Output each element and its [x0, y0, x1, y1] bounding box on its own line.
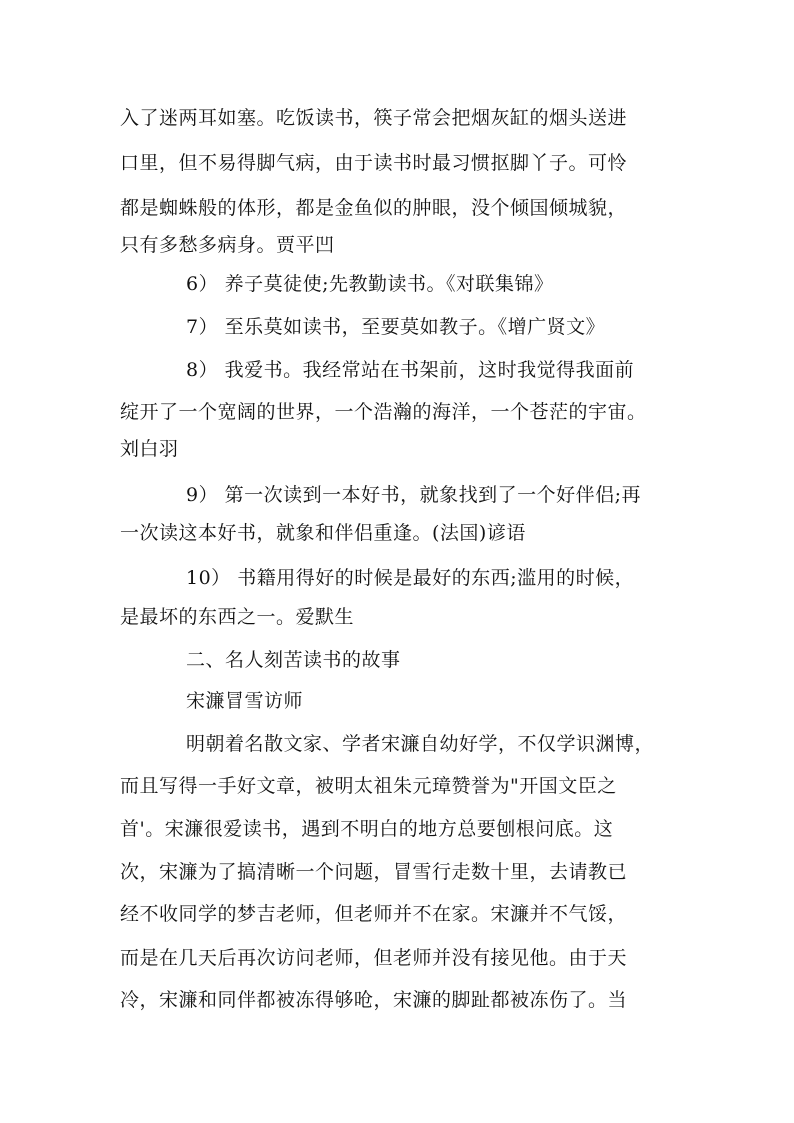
body-text-line: 都是蜘蛛般的体形，都是金鱼似的肿眼，没个倾国倾城貌， [120, 197, 628, 219]
body-text-line: 绽开了一个宽阔的世界，一个浩瀚的海洋，一个苍茫的宇宙。 [120, 401, 647, 423]
body-text-line: 口里，但不易得脚气病，由于读书时最习惯抠脚丫子。可怜 [120, 152, 628, 174]
body-text-line: 是最坏的东西之一。爱默生 [120, 606, 355, 628]
quote-item-6: 6） 养子莫徒使;先教勤读书。《对联集锦》 [186, 273, 554, 295]
story-paragraph-line: 次，宋濂为了搞清晰一个问题，冒雪行走数十里，去请教已 [120, 861, 628, 883]
story-paragraph-line: 冷，宋濂和同伴都被冻得够呛，宋濂的脚趾都被冻伤了。当 [120, 989, 628, 1011]
quote-item-9: 9） 第一次读到一本好书，就象找到了一个好伴侣;再 [186, 484, 642, 506]
story-paragraph-line: 而且写得一手好文章，被明太祖朱元璋赞誉为"开国文臣之 [120, 775, 617, 797]
section-heading: 二、名人刻苦读书的故事 [186, 649, 401, 671]
author-attribution: 刘白羽 [120, 438, 179, 460]
body-text-line: 一次读这本好书，就象和伴侣重逢。(法国)谚语 [120, 522, 526, 544]
quote-item-8: 8） 我爱书。我经常站在书架前，这时我觉得我面前 [186, 359, 635, 381]
story-paragraph-line: 首'。宋濂很爱读书，遇到不明白的地方总要刨根问底。这 [120, 818, 614, 840]
story-title: 宋濂冒雪访师 [186, 690, 304, 712]
story-paragraph-line: 经不收同学的梦吉老师，但老师并不在家。宋濂并不气馁， [120, 903, 628, 925]
story-paragraph-line: 明朝着名散文家、学者宋濂自幼好学，不仅学识渊博， [186, 733, 655, 755]
body-text-line: 只有多愁多病身。贾平凹 [120, 234, 335, 256]
story-paragraph-line: 而是在几天后再次访问老师，但老师并没有接见他。由于天 [120, 947, 628, 969]
body-text-line: 入了迷两耳如塞。吃饭读书，筷子常会把烟灰缸的烟头送进 [120, 107, 628, 129]
quote-item-10: 10） 书籍用得好的时候是最好的东西;滥用的时候， [186, 567, 635, 589]
quote-item-7: 7） 至乐莫如读书，至要莫如教子。《增广贤文》 [186, 316, 606, 338]
